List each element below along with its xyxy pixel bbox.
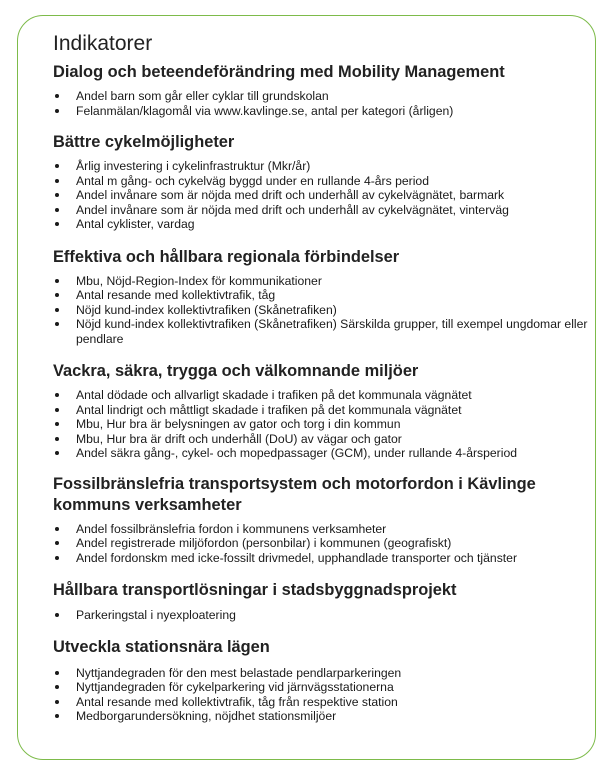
indicator-list — [53, 388, 593, 461]
section-heading: Vackra, säkra, trygga och välkomnande miljöer — [53, 362, 419, 380]
list-item-text: Antal dödade och allvarligt skadade i trafiken på det kommunala vägnätet — [76, 388, 472, 402]
list-item-text: Felanmälan/klagomål via www.kavlinge.se, antal per kategori (årligen) — [76, 103, 454, 118]
list-item-text: Årlig investering i cykelinfrastruktur (Mkr/år) — [76, 159, 311, 173]
list-item — [53, 104, 593, 119]
list-item — [53, 174, 593, 189]
list-item-text: Nöjd kund-index kollektivtrafiken (Skånetrafiken) Särskilda grupper, till exempel ungdomar eller pendlare — [76, 317, 588, 346]
list-item — [53, 203, 593, 218]
list-item — [53, 446, 593, 461]
indicator-section — [53, 361, 593, 461]
bullet-icon — [55, 164, 59, 168]
list-item-text: Parkeringstal i nyexploatering — [76, 608, 236, 622]
indicator-list — [53, 159, 593, 232]
bullet-icon — [55, 685, 59, 689]
list-item — [53, 317, 593, 346]
list-item-text: Andel fossilbränslefria fordon i kommunens verksamheter — [76, 521, 387, 536]
indicator-list — [53, 522, 593, 566]
list-item — [53, 403, 593, 418]
list-item — [53, 89, 593, 104]
section-heading: Bättre cykelmöjligheter — [53, 133, 235, 151]
list-item — [53, 536, 593, 551]
list-item-text: Antal resande med kollektivtrafik, tåg — [76, 288, 276, 302]
list-item — [53, 709, 593, 724]
list-item-text: Nöjd kund-index kollektivtrafiken (Skånetrafiken) — [76, 302, 337, 317]
list-item-text: Antal lindrigt och måttligt skadade i trafiken på det kommunala vägnätet — [76, 402, 462, 417]
list-item — [53, 695, 593, 710]
bullet-icon — [55, 109, 59, 113]
bullet-icon — [55, 322, 59, 326]
indicator-section — [53, 474, 593, 566]
list-item-text: Mbu, Hur bra är drift och underhåll (DoU) av vägar och gator — [76, 431, 402, 446]
list-item-text: Nyttjandegraden för cykelparkering vid järnvägsstationerna — [76, 680, 394, 694]
section-heading: Fossilbränslefria transportsystem och motorfordon i Kävlinge kommuns verksamheter — [53, 474, 536, 514]
bullet-icon — [55, 613, 59, 617]
bullet-icon — [55, 437, 59, 441]
list-item-text: Andel säkra gång-, cykel- och mopedpassager (GCM), under rullande 4-årsperiod — [76, 446, 517, 460]
list-item — [53, 274, 593, 289]
list-item — [53, 608, 593, 623]
list-item-text: Antal m gång- och cykelväg byggd under en rullande 4-års period — [76, 173, 429, 188]
list-item — [53, 522, 593, 537]
indicator-section — [53, 247, 593, 347]
list-item-text: Andel invånare som är nöjda med drift och underhåll av cykelvägnätet, barmark — [76, 188, 505, 202]
bullet-icon — [55, 422, 59, 426]
bullet-icon — [55, 714, 59, 718]
list-item — [53, 188, 593, 203]
bullet-icon — [55, 541, 59, 545]
list-item-text: Andel fordonskm med icke-fossilt drivmedel, upphandlade transporter och tjänster — [76, 550, 518, 565]
list-item-text: Mbu, Hur bra är belysningen av gator och torg i din kommun — [76, 417, 401, 431]
list-item-text: Antal resande med kollektivtrafik, tåg från respektive station — [76, 694, 398, 709]
bullet-icon — [55, 94, 59, 98]
section-heading: Effektiva och hållbara regionala förbindelser — [53, 247, 400, 266]
list-item — [53, 303, 593, 318]
bullet-icon — [55, 393, 59, 397]
list-item-text: Medborgarundersökning, nöjdhet stationsmiljöer — [76, 709, 337, 723]
bullet-icon — [55, 556, 59, 560]
list-item — [53, 159, 593, 174]
indicator-list — [53, 608, 593, 623]
list-item — [53, 680, 593, 695]
bullet-icon — [55, 308, 59, 312]
indicator-list — [53, 274, 593, 347]
list-item — [53, 666, 593, 681]
list-item-text: Antal cyklister, vardag — [76, 217, 195, 231]
list-item — [53, 388, 593, 403]
list-item-text: Andel invånare som är nöjda med drift och underhåll av cykelvägnätet, vinterväg — [76, 202, 509, 217]
bullet-icon — [55, 700, 59, 704]
bullet-icon — [55, 671, 59, 675]
bullet-icon — [55, 208, 59, 212]
indicator-section — [53, 637, 593, 724]
bullet-icon — [55, 408, 59, 412]
indicator-section — [53, 580, 593, 623]
sections-container — [53, 62, 593, 724]
section-heading: Hållbara transportlösningar i stadsbyggnadsprojekt — [53, 581, 457, 599]
list-item — [53, 217, 593, 232]
bullet-icon — [55, 193, 59, 197]
list-item-text: Mbu, Nöjd-Region-Index för kommunikationer — [76, 273, 322, 288]
section-heading: Dialog och beteendeförändring med Mobility Management — [53, 63, 505, 81]
indicator-list — [53, 89, 593, 118]
bullet-icon — [55, 451, 59, 455]
bullet-icon — [55, 222, 59, 226]
list-item — [53, 417, 593, 432]
section-heading: Utveckla stationsnära lägen — [53, 637, 270, 656]
indicators-document — [53, 30, 593, 724]
bullet-icon — [55, 279, 59, 283]
list-item — [53, 551, 593, 566]
bullet-icon — [55, 293, 59, 297]
indicator-section — [53, 62, 593, 118]
list-item — [53, 432, 593, 447]
indicator-list — [53, 666, 593, 724]
page-title: Indikatorer — [53, 32, 153, 55]
list-item-text: Nyttjandegraden för den mest belastade pendlarparkeringen — [76, 665, 402, 680]
list-item — [53, 288, 593, 303]
list-item-text: Andel barn som går eller cyklar till grundskolan — [76, 89, 329, 103]
bullet-icon — [55, 527, 59, 531]
list-item-text: Andel registrerade miljöfordon (personbilar) i kommunen (geografiskt) — [76, 536, 452, 550]
bullet-icon — [55, 179, 59, 183]
indicator-section — [53, 132, 593, 232]
